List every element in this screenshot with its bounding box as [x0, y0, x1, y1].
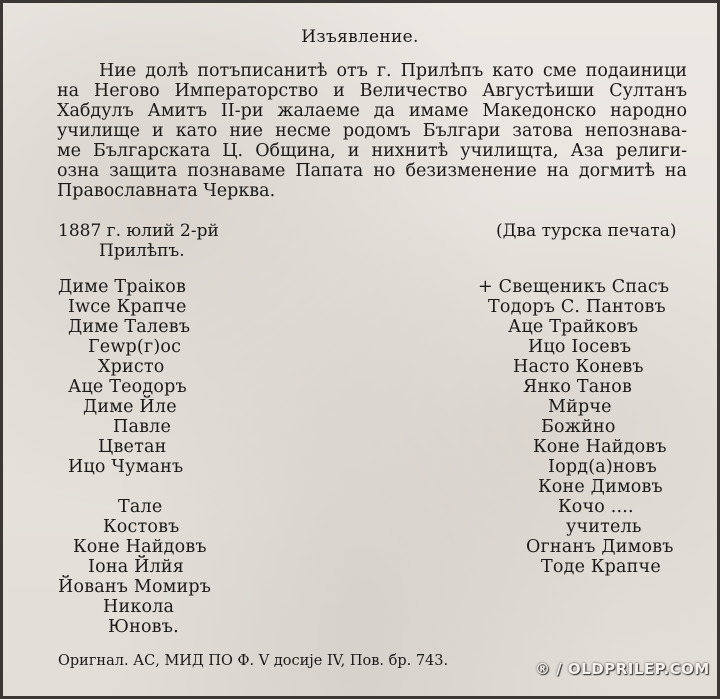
- body-line: училище и като ние несме родомъ Българи затова непознава-: [57, 121, 687, 141]
- signature-name: Диме Йле: [83, 397, 177, 417]
- body-line: озна защита познаваме Папата но безизменение на догмитѣ на: [57, 161, 687, 181]
- signature-name: Тоде Крапче: [541, 557, 661, 577]
- signature-name: + Свещеникъ Спасъ: [478, 277, 670, 297]
- body-line: Хабдулъ Амитъ II-ри жалаеме да имаме Македонско народно: [57, 101, 687, 121]
- signature-name: Диме Талевъ: [68, 317, 191, 337]
- signature-name: Диме Траіков: [58, 277, 187, 297]
- body-line: ме Българската Ц. Община, и нихнитѣ училищта, Аза религи-: [57, 141, 687, 161]
- signature-name: Юновъ.: [108, 617, 179, 637]
- signature-name: Ицо Iосевъ: [528, 337, 632, 357]
- signature-name: Iwce Крапче: [68, 297, 187, 317]
- signature-name: Божйно: [541, 417, 616, 437]
- signature-name: Йованъ Момиръ: [58, 577, 212, 597]
- signature-name: Iорд(а)новъ: [548, 457, 657, 477]
- signature-name: Iона Йлйя: [88, 557, 184, 577]
- signature-name: Коне Найдовъ: [73, 537, 207, 557]
- body-line: на Негово Императорство и Величество Августѣиши Султанъ: [57, 81, 687, 101]
- signature-name: Коне Димовъ: [538, 477, 663, 497]
- signature-name: Янко Танов: [523, 377, 632, 397]
- signature-name: Цветан: [98, 437, 167, 457]
- signature-name: Ицо Чуманъ: [68, 457, 184, 477]
- signature-name: Насто Коневъ: [513, 357, 644, 377]
- signature-name: Мйрче: [548, 397, 612, 417]
- signature-name: Геwр(г)ос: [88, 337, 182, 357]
- body-line: Православната Черква.: [57, 181, 276, 201]
- document-date: 1887 г. юлий 2-рй: [58, 221, 219, 241]
- document-place: Прилѣпъ.: [99, 241, 185, 261]
- signature-name: Аце Теодоръ: [68, 377, 187, 397]
- signature-name: Никола: [103, 597, 175, 617]
- seals-note: (Два турска печата): [496, 221, 677, 241]
- document-title: Изъявление.: [301, 27, 419, 47]
- signature-name: Тале: [118, 497, 163, 517]
- signature-name: Христо: [98, 357, 165, 377]
- signature-name: Огнанъ Димовъ: [526, 537, 674, 557]
- signature-name: Кочо ....: [558, 497, 634, 517]
- signature-name: Коне Найдовъ: [533, 437, 667, 457]
- body-line: Ние долѣ потъписанитѣ отъ г. Прилѣпъ като сме подаиници: [99, 61, 687, 81]
- signature-name: учитель: [566, 517, 642, 537]
- signature-name: Аце Трайковъ: [508, 317, 639, 337]
- signature-name: Костовъ: [103, 517, 180, 537]
- signature-name: Тодоръ С. Пантовъ: [488, 297, 666, 317]
- source-note: Оригнал. АС, МИД ПО Ф. V досије IV, Пов. бр. 743.: [58, 653, 449, 669]
- signature-name: Павле: [113, 417, 172, 437]
- watermark: ® / OLDPRILEP.COM: [535, 660, 710, 678]
